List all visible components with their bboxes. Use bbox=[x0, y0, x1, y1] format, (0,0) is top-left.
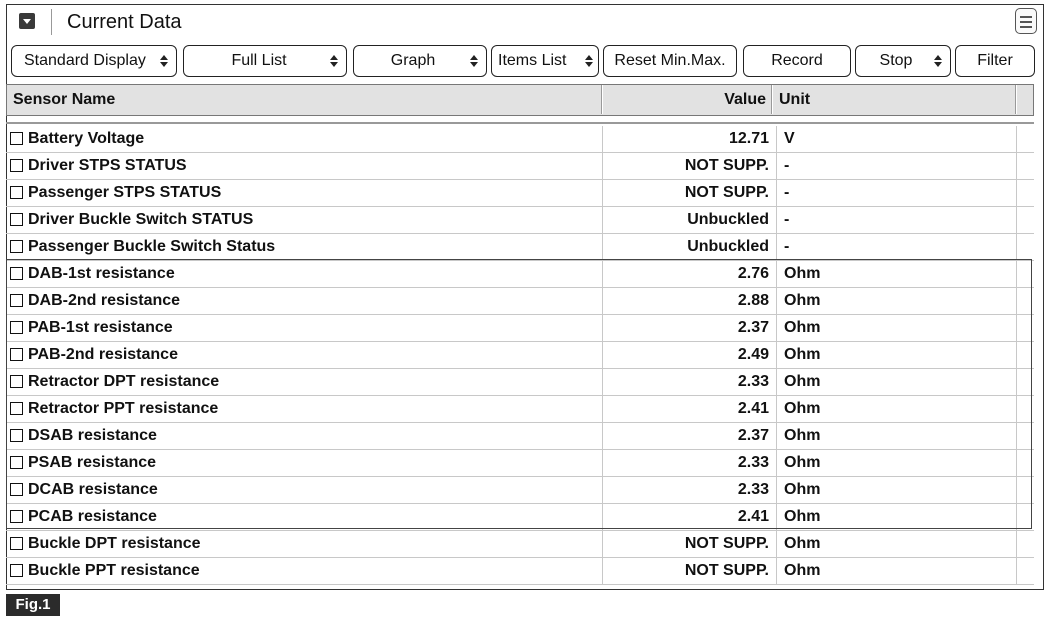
cell-divider bbox=[776, 450, 777, 477]
table-row[interactable] bbox=[6, 450, 1034, 477]
table-row[interactable] bbox=[6, 504, 1034, 531]
row-checkbox[interactable] bbox=[10, 186, 23, 199]
items-list-select[interactable] bbox=[491, 45, 599, 77]
sensor-value: 2.33 bbox=[737, 454, 769, 471]
sensor-value: Unbuckled bbox=[687, 211, 769, 228]
title-divider bbox=[51, 9, 52, 35]
cell-divider bbox=[1016, 531, 1017, 558]
sensor-name: Driver STPS STATUS bbox=[28, 157, 187, 174]
cell-divider bbox=[1016, 261, 1017, 288]
cell-divider bbox=[776, 531, 777, 558]
table-row[interactable] bbox=[6, 558, 1034, 585]
cell-divider bbox=[1016, 477, 1017, 504]
cell-divider bbox=[776, 315, 777, 342]
sensor-unit: - bbox=[784, 238, 790, 255]
cell-divider bbox=[776, 207, 777, 234]
sensor-value: NOT SUPP. bbox=[684, 562, 769, 579]
cell-divider bbox=[776, 423, 777, 450]
cell-divider bbox=[776, 369, 777, 396]
sensor-unit: Ohm bbox=[784, 508, 821, 525]
table-row[interactable] bbox=[6, 342, 1034, 369]
row-checkbox[interactable] bbox=[10, 483, 23, 496]
column-divider[interactable] bbox=[771, 85, 773, 114]
sensor-unit: Ohm bbox=[784, 373, 821, 390]
cell-divider bbox=[1016, 180, 1017, 207]
row-checkbox[interactable] bbox=[10, 267, 23, 280]
sensor-name: DAB-1st resistance bbox=[28, 265, 175, 282]
menu-icon[interactable] bbox=[1015, 8, 1037, 34]
table-row[interactable] bbox=[6, 396, 1034, 423]
sensor-value: 2.37 bbox=[737, 319, 769, 336]
row-checkbox[interactable] bbox=[10, 321, 23, 334]
sensor-name: PAB-2nd resistance bbox=[28, 346, 178, 363]
row-checkbox[interactable] bbox=[10, 213, 23, 226]
sensor-value: NOT SUPP. bbox=[684, 157, 769, 174]
graph-label: Graph bbox=[390, 52, 436, 69]
cell-divider bbox=[1016, 558, 1017, 585]
table-header bbox=[6, 84, 1034, 116]
cell-divider bbox=[776, 396, 777, 423]
record-button[interactable] bbox=[743, 45, 851, 77]
sensor-unit: - bbox=[784, 157, 790, 174]
sensor-name: Retractor DPT resistance bbox=[28, 373, 220, 390]
cell-divider bbox=[1016, 288, 1017, 315]
sensor-value: 2.88 bbox=[737, 292, 769, 309]
sensor-unit: Ohm bbox=[784, 454, 821, 471]
sensor-value: 12.71 bbox=[728, 130, 769, 147]
cell-divider bbox=[776, 504, 777, 531]
row-checkbox[interactable] bbox=[10, 429, 23, 442]
sensor-unit: Ohm bbox=[784, 400, 821, 417]
column-divider[interactable] bbox=[601, 85, 603, 114]
reset-min-max-label: Reset Min.Max. bbox=[614, 52, 726, 69]
cell-divider bbox=[1016, 396, 1017, 423]
full-list-label: Full List bbox=[231, 52, 287, 69]
sensor-name: Buckle PPT resistance bbox=[28, 562, 200, 579]
sensor-unit: Ohm bbox=[784, 481, 821, 498]
cell-divider bbox=[776, 234, 777, 261]
cell-divider bbox=[776, 261, 777, 288]
filter-label: Filter bbox=[977, 52, 1013, 69]
sensor-value: 2.76 bbox=[737, 265, 769, 282]
sensor-name: DCAB resistance bbox=[28, 481, 158, 498]
sort-arrows-icon bbox=[934, 55, 942, 67]
table-row[interactable] bbox=[6, 423, 1034, 450]
sort-arrows-icon bbox=[330, 55, 338, 67]
table-row[interactable] bbox=[6, 126, 1034, 153]
table-row[interactable] bbox=[6, 261, 1034, 288]
row-checkbox[interactable] bbox=[10, 564, 23, 577]
sensor-unit: Ohm bbox=[784, 427, 821, 444]
table-row[interactable] bbox=[6, 234, 1034, 261]
graph-select[interactable] bbox=[353, 45, 487, 77]
row-checkbox[interactable] bbox=[10, 132, 23, 145]
row-checkbox[interactable] bbox=[10, 402, 23, 415]
sensor-name: Driver Buckle Switch STATUS bbox=[28, 211, 254, 228]
column-divider[interactable] bbox=[1015, 85, 1017, 114]
sort-arrows-icon bbox=[585, 55, 593, 67]
toolbar bbox=[7, 45, 1043, 79]
sensor-unit: V bbox=[784, 130, 795, 147]
reset-min-max-button[interactable] bbox=[603, 45, 737, 77]
filter-button[interactable] bbox=[955, 45, 1035, 77]
sensor-value: 2.49 bbox=[737, 346, 769, 363]
cell-divider bbox=[1016, 423, 1017, 450]
header-unit[interactable]: Unit bbox=[779, 91, 811, 108]
header-sensor-name[interactable]: Sensor Name bbox=[13, 91, 116, 108]
table-row[interactable] bbox=[6, 369, 1034, 396]
items-list-label: Items List bbox=[498, 52, 567, 69]
cell-divider bbox=[1016, 126, 1017, 153]
cell-divider bbox=[1016, 207, 1017, 234]
sensor-unit: Ohm bbox=[784, 346, 821, 363]
standard-display-label: Standard Display bbox=[24, 52, 146, 69]
sensor-unit: Ohm bbox=[784, 292, 821, 309]
cell-divider bbox=[1016, 369, 1017, 396]
sensor-unit: Ohm bbox=[784, 319, 821, 336]
sensor-value: 2.37 bbox=[737, 427, 769, 444]
row-checkbox[interactable] bbox=[10, 294, 23, 307]
row-checkbox[interactable] bbox=[10, 537, 23, 550]
sensor-unit: Ohm bbox=[784, 265, 821, 282]
cell-divider bbox=[1016, 450, 1017, 477]
row-checkbox[interactable] bbox=[10, 456, 23, 469]
sensor-value: Unbuckled bbox=[687, 238, 769, 255]
table-row[interactable] bbox=[6, 180, 1034, 207]
cell-divider bbox=[1016, 234, 1017, 261]
cell-divider bbox=[776, 558, 777, 585]
sensor-value: 2.33 bbox=[737, 481, 769, 498]
cell-divider bbox=[1016, 504, 1017, 531]
sensor-name: PAB-1st resistance bbox=[28, 319, 173, 336]
cell-divider bbox=[776, 477, 777, 504]
row-checkbox[interactable] bbox=[10, 375, 23, 388]
sensor-table bbox=[6, 122, 1034, 582]
figure-label: Fig.1 bbox=[6, 594, 60, 616]
sort-arrows-icon bbox=[160, 55, 168, 67]
cell-divider bbox=[776, 288, 777, 315]
sensor-unit: - bbox=[784, 184, 790, 201]
sensor-unit: - bbox=[784, 211, 790, 228]
table-row[interactable] bbox=[6, 288, 1034, 315]
full-list-select[interactable] bbox=[183, 45, 347, 77]
cell-divider bbox=[1016, 315, 1017, 342]
table-row[interactable] bbox=[6, 153, 1034, 180]
sort-arrows-icon bbox=[470, 55, 478, 67]
cell-divider bbox=[1016, 342, 1017, 369]
cell-divider bbox=[776, 180, 777, 207]
sensor-value: NOT SUPP. bbox=[684, 184, 769, 201]
cell-divider bbox=[776, 342, 777, 369]
table-row[interactable] bbox=[6, 315, 1034, 342]
window-title: Current Data bbox=[67, 11, 182, 33]
row-checkbox[interactable] bbox=[10, 240, 23, 253]
table-row[interactable] bbox=[6, 477, 1034, 504]
sensor-name: Battery Voltage bbox=[28, 130, 145, 147]
row-checkbox[interactable] bbox=[10, 510, 23, 523]
sensor-name: PCAB resistance bbox=[28, 508, 157, 525]
sensor-name: DAB-2nd resistance bbox=[28, 292, 181, 309]
sensor-name: Passenger STPS STATUS bbox=[28, 184, 222, 201]
row-checkbox[interactable] bbox=[10, 159, 23, 172]
stop-select[interactable] bbox=[855, 45, 951, 77]
standard-display-select[interactable] bbox=[11, 45, 177, 77]
record-label: Record bbox=[771, 52, 823, 69]
table-row[interactable] bbox=[6, 531, 1034, 558]
sensor-value: 2.41 bbox=[737, 400, 769, 417]
sensor-name: Retractor PPT resistance bbox=[28, 400, 219, 417]
sensor-value: 2.33 bbox=[737, 373, 769, 390]
sensor-name: Passenger Buckle Switch Status bbox=[28, 238, 276, 255]
cell-divider bbox=[776, 153, 777, 180]
cell-divider bbox=[1016, 153, 1017, 180]
title-bar bbox=[7, 5, 1043, 39]
sensor-name: Buckle DPT resistance bbox=[28, 535, 201, 552]
sensor-value: 2.41 bbox=[737, 508, 769, 525]
header-value[interactable]: Value bbox=[724, 91, 766, 108]
stop-label: Stop bbox=[879, 52, 913, 69]
sensor-name: DSAB resistance bbox=[28, 427, 157, 444]
sensor-unit: Ohm bbox=[784, 535, 821, 552]
table-row[interactable] bbox=[6, 207, 1034, 234]
sensor-value: NOT SUPP. bbox=[684, 535, 769, 552]
sensor-unit: Ohm bbox=[784, 562, 821, 579]
row-checkbox[interactable] bbox=[10, 348, 23, 361]
collapse-icon[interactable] bbox=[19, 13, 35, 29]
cell-divider bbox=[776, 126, 777, 153]
sensor-name: PSAB resistance bbox=[28, 454, 157, 471]
